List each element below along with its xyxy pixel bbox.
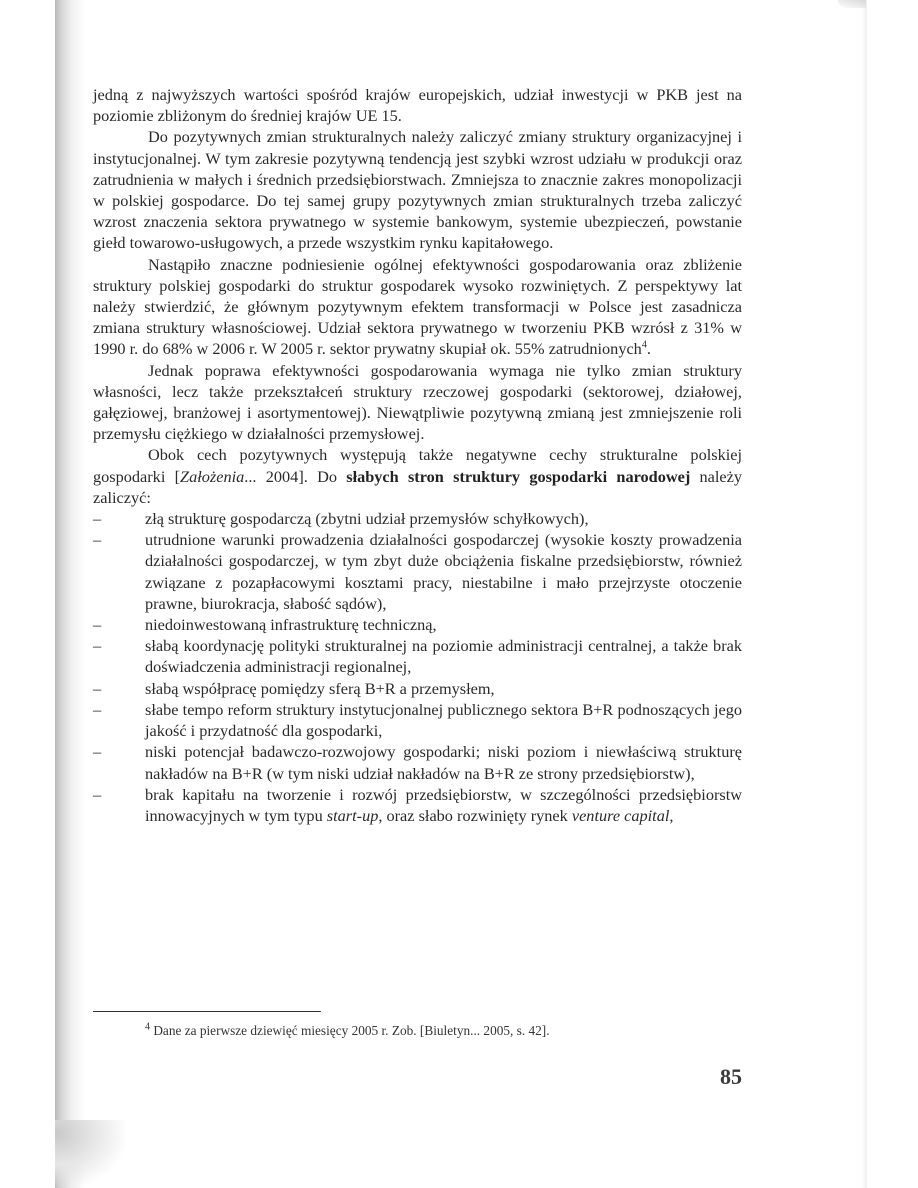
page-number: 85 — [720, 1064, 742, 1089]
dash-bullet-icon: – — [93, 784, 102, 804]
list-item — [93, 508, 742, 529]
dash-bullet-icon: – — [93, 636, 102, 656]
text-segment: Do pozytywnych zmian strukturalnych należy zaliczyć zmiany struktury organizacyjnej i instytucjonalnej. W tym zakresie pozytywną tendencją jest szybki wzrost udziału w produkcji oraz zatrudnienia w małych i średnich przedsiębiorstwach. Zmniejsza to znacznie zakres monopolizacji w polskiej gospodarce. Do tej samej grupy pozytywnych zmian strukturalnych trzeba zaliczyć wzrost znaczenia sektora prywatnego w systemie bankowym, systemie ubezpieczeń, powstanie giełd towarowo-usługowych, a przede wszystkim rynku kapitałowego. — [93, 127, 742, 253]
paragraphs — [93, 84, 742, 508]
paragraph — [93, 126, 742, 253]
page-right-edge — [862, 0, 867, 1188]
page-top-right-corner — [838, 0, 866, 8]
text-segment: Nastąpiło znaczne podniesienie ogólnej efektywności gospodarowania oraz zbliżenie struktury polskiej gospodarki do struktur gospodarek wysoko rozwiniętych. Z perspektywy lat należy stwierdzić, że głównym pozytywnym efektem transformacji w Polsce jest zasadnicza zmiana struktury własnościowej. Udział sektora prywatnego w tworzeniu PKB wzrósł z 31% w 1990 r. do 68% w 2006 r. W 2005 r. sektor prywatny skupiał ok. 55% zatrudnionych — [93, 254, 742, 359]
list-item — [93, 635, 742, 677]
text-segment: słabe tempo reform struktury instytucjonalnej publicznego sektora B+R podnoszących jego jakość i przydatność dla gospodarki, — [145, 699, 742, 741]
text-segment: jedną z najwyższych wartości spośród krajów europejskich, udział inwestycji w PKB jest na poziomie zbliżonym do średniej krajów UE 15. — [93, 85, 742, 126]
dash-bullet-icon: – — [93, 699, 102, 719]
text-segment: , oraz słabo rozwinięty rynek — [378, 805, 572, 825]
text-segment: niedoinwestowaną infrastrukturę techniczną, — [145, 615, 437, 635]
text-segment: niski potencjał badawczo-rozwojowy gospodarki; niski poziom i niewłaściwą strukturę nakładów na B+R (w tym niski udział nakładów na B+R ze strony przedsiębiorstw), — [145, 742, 742, 783]
text-segment: , — [669, 805, 674, 825]
footnote-number: 4 — [145, 1021, 150, 1033]
list-item — [93, 741, 742, 783]
text-segment: należy zaliczyć: — [93, 466, 743, 507]
text-segment: słabą współpracę pomiędzy sferą B+R a przemysłem, — [145, 678, 495, 698]
text-segment: ... 2004]. Do — [244, 466, 347, 486]
paragraph — [93, 254, 742, 360]
list-item — [93, 614, 742, 635]
page-binding-shadow — [55, 0, 93, 1188]
dash-bullet-icon: – — [93, 509, 102, 529]
dash-bullet-icon: – — [93, 742, 102, 762]
dash-bullet-icon: – — [93, 530, 102, 550]
list-item — [93, 678, 742, 699]
body-text — [93, 84, 742, 826]
footnote — [145, 1022, 745, 1040]
text-segment: słabych stron struktury gospodarki narodowej — [346, 466, 691, 486]
list-item — [93, 529, 742, 614]
text-segment: . — [646, 339, 651, 359]
text-segment: venture capital — [571, 805, 670, 825]
paragraph — [93, 84, 742, 126]
text-segment: złą strukturę gospodarczą (zbytni udział przemysłów schyłkowych), — [145, 509, 589, 529]
footnote-reference: 4 — [641, 340, 647, 352]
footnote-text: Dane za pierwsze dziewięć miesięcy 2005 r. Zob. [Biuletyn... 2005, s. 42]. — [153, 1023, 550, 1038]
text-segment: start-up — [326, 805, 379, 825]
weaknesses-list — [93, 508, 742, 826]
page-corner-shadow — [55, 1120, 125, 1188]
text-segment: utrudnione warunki prowadzenia działalności gospodarczej (wysokie koszty prowadzenia działalności gospodarczej, w tym zbyt duże obciążenia fiskalne przedsiębiorstw, również związane z pozapłacowymi kosztami pracy, niestabilne i mało przejrzyste otoczenie prawne, biurokracja, słabość sądów), — [145, 530, 742, 613]
footnote-separator — [93, 1011, 321, 1012]
list-item — [93, 784, 742, 826]
text-segment: słabą koordynację polityki strukturalnej na poziomie administracji centralnej, a także brak doświadczenia administracji regionalnej, — [145, 636, 742, 677]
paragraph — [93, 360, 742, 445]
text-segment: Założenia — [180, 466, 245, 486]
dash-bullet-icon: – — [93, 678, 102, 698]
text-segment: Jednak poprawa efektywności gospodarowania wymaga nie tylko zmian struktury własności, lecz także przekształceń struktury rzeczowej gospodarki (sektorowej, działowej, gałęziowej, branżowej i asortymentowej). Niewątpliwie pozytywną zmianą jest zmniejszenie roli przemysłu ciężkiego w działalności przemysłowej. — [93, 360, 742, 444]
list-item — [93, 699, 742, 741]
text-segment: Obok cech pozytywnych występują także negatywne cechy strukturalne polskiej gospodarki [ — [93, 445, 742, 486]
dash-bullet-icon: – — [93, 615, 102, 635]
paragraph — [93, 444, 742, 508]
text-segment: brak kapitału na tworzenie i rozwój przedsiębiorstw, w szczególności przedsiębiorstw innowacyjnych w tym typu — [145, 784, 742, 825]
